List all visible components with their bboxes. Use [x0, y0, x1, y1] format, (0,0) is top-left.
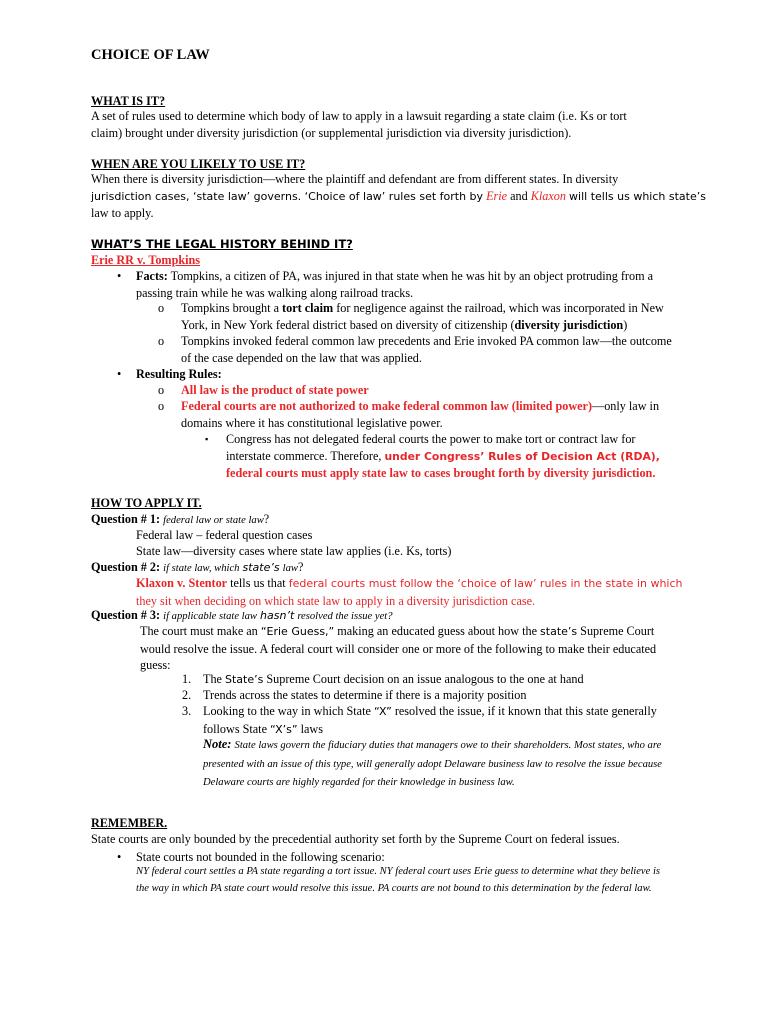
sub1-text-a: Tompkins brought a — [181, 301, 279, 315]
bullet-marker: • — [117, 367, 122, 381]
congress-text-b: federal courts must apply state law to cases brought forth by diversity jurisdiction. — [226, 466, 656, 480]
when-line-2 — [91, 188, 711, 206]
klaxon-case-title: Klaxon v. Stentor — [136, 576, 228, 590]
section-heading-apply: HOW TO APPLY IT. — [91, 496, 202, 510]
sub-marker: o — [158, 399, 165, 413]
when-line-2-text: jurisdiction cases, ‘state law’ governs. ‘Choice of law’ rules set forth by — [91, 189, 484, 203]
rule-2-red: Federal courts are not authorized to make federal common law (limited power) — [181, 399, 593, 413]
guess-text-c: making an educated guess about how the — [337, 624, 537, 638]
numbered-item-1 — [182, 671, 682, 689]
what-body: A set of rules used to determine which body of law to apply in a lawsuit regarding a state claim (i.e. Ks or tort claim) brought under diversity jurisdiction (or supplemental jurisdiction via diversity jurisdiction). — [91, 109, 627, 140]
erie-guess-term: “Erie Guess,” — [260, 625, 335, 638]
item-3-text-b: resolved the issue, if it known that this state generally follows State — [203, 704, 657, 736]
klaxon-tells: tells us that — [230, 576, 286, 590]
case-title-erie: Erie RR v. Tompkins — [91, 253, 201, 267]
facts-text: Tompkins, a citizen of PA, was injured in that state when he was hit by an object protruding from a passing train while he was walking along railroad tracks. — [136, 269, 654, 300]
remember-body: State courts are only bounded by the precedential authority set forth by the Supreme Court on federal issues. — [91, 832, 620, 846]
note-block — [203, 736, 678, 792]
sub-marker: o — [158, 334, 165, 348]
facts-sub-2 — [158, 333, 676, 366]
rule-2-rest: —only law in domains where it has constitutional legislative power. — [181, 399, 660, 430]
guess-text-a: The court must make an — [140, 624, 258, 638]
q1-line-1: Federal law – federal question cases — [136, 528, 313, 542]
question-2-label: Question # 2: — [91, 560, 161, 574]
numbered-item-2 — [182, 687, 682, 704]
congress-rda: under Congress’ Rules of Decision Act (RDA), — [384, 449, 660, 463]
congress-item — [205, 431, 680, 482]
guess-state-term: state’s — [540, 625, 578, 638]
sub1-text-c: ) — [623, 317, 628, 332]
section-heading-what: WHAT IS IT? — [91, 94, 166, 108]
item-1-state-term: State’s — [225, 673, 264, 686]
question-3-text-a: if applicable state law — [163, 611, 257, 622]
item-2-text: Trends across the states to determine if there is a majority position — [203, 688, 527, 702]
item-1-text-b: Supreme Court decision on an issue analogous to the one at hand — [266, 672, 584, 686]
diversity-jurisdiction-term: diversity jurisdiction — [514, 317, 624, 332]
when-line-1: When there is diversity jurisdiction—where the plaintiff and defendant are from different states. In diversity — [91, 172, 619, 186]
number-marker: 1. — [182, 672, 192, 686]
rule-2 — [158, 398, 676, 431]
when-line-2-end: will tells us which state’s — [569, 189, 706, 203]
congress-text-a: Congress has not delegated federal courts the power to make tort or contract law for interstate commerce. Therefore, — [226, 432, 636, 463]
remember-scenario: NY federal court settles a PA state regarding a tort issue. NY federal court uses Erie guess to determine what they believe is the way in which PA state court would resolve this issue. PA courts are not bound to this determination by the federal law. — [136, 866, 661, 894]
erie-guess-paragraph — [140, 623, 670, 674]
sub-marker: o — [158, 383, 165, 397]
facts-item — [117, 268, 677, 301]
question-mark: ? — [263, 512, 270, 526]
note-text: State laws govern the fiduciary duties that managers owe to their shareholders. Most states, who are presented with an issue of this type, will generally adopt Delaware business law to resolve the issue because Delaware courts are highly regarded for their knowledge in business law. — [203, 740, 663, 788]
question-2-text-b: state’s — [242, 561, 280, 574]
q1-line-2: State law—diversity cases where state law applies (i.e. Ks, torts) — [136, 544, 452, 558]
facts-label: Facts: — [136, 269, 168, 283]
number-marker: 2. — [182, 688, 192, 702]
numbered-item-3 — [182, 703, 677, 738]
klaxon-rule-a: federal courts must follow the ‘choice of law’ rules in the state in which — [288, 577, 683, 590]
item-1-text-a: The — [203, 672, 222, 686]
guess-text-d: Supreme Court would resolve the issue. A federal court will consider one or more of the following to make their educated guess: — [140, 624, 657, 672]
when-body — [91, 171, 711, 222]
section-heading-history: WHAT’S THE LEGAL HISTORY BEHIND IT? — [91, 237, 353, 251]
klaxon-paragraph — [136, 575, 683, 609]
item-3-text-a: Looking to the way in which State — [203, 704, 371, 718]
when-line-3: law to apply. — [91, 206, 154, 220]
resulting-rules-item — [117, 366, 677, 383]
tort-claim-term: tort claim — [282, 301, 334, 315]
klaxon-rule-b: they sit when deciding on which state law to apply in a diversity jurisdiction case. — [136, 593, 536, 608]
question-3-text-c: resolved the issue yet? — [297, 611, 393, 622]
question-3-text-b: hasn’t — [260, 609, 295, 622]
section-heading-remember: REMEMBER. — [91, 816, 168, 830]
klaxon-reference: Klaxon — [530, 188, 566, 203]
question-mark: ? — [297, 560, 304, 574]
number-marker: 3. — [182, 704, 192, 718]
rule-1 — [158, 382, 676, 399]
square-marker: ▪ — [205, 434, 209, 444]
sub-marker: o — [158, 301, 165, 315]
item-3-text-c: laws — [300, 721, 323, 736]
note-label: Note: — [203, 737, 232, 751]
state-xs-term: “X’s” — [270, 722, 298, 736]
question-3-label: Question # 3: — [91, 608, 161, 622]
sub2-text: Tompkins invoked federal common law precedents and Erie invoked PA common law—the outcome of the case depended on the law that was applied. — [181, 334, 672, 365]
question-1-text: federal law or state law — [163, 515, 264, 526]
state-x-term: “X” — [373, 705, 392, 718]
when-and: and — [510, 188, 528, 203]
question-2-text-c: law — [282, 563, 298, 574]
erie-reference: Erie — [486, 188, 508, 203]
remember-bullet-text: State courts not bounded in the following scenario: — [136, 850, 385, 864]
facts-sub-1 — [158, 300, 676, 333]
page-title: CHOICE OF LAW — [91, 47, 210, 63]
bullet-marker: • — [117, 269, 122, 283]
resulting-rules-label: Resulting Rules: — [136, 367, 222, 381]
question-1-label: Question # 1: — [91, 512, 161, 526]
sub1-text-b: for negligence against the railroad, which was incorporated in New York, in New York federal district based on diversity of citizenship ( — [181, 301, 664, 332]
bullet-marker: • — [117, 850, 122, 864]
question-2-text-a: if state law, which — [163, 563, 240, 574]
section-heading-when: WHEN ARE YOU LIKELY TO USE IT? — [91, 157, 306, 171]
rule-1-text: All law is the product of state power — [181, 383, 369, 397]
